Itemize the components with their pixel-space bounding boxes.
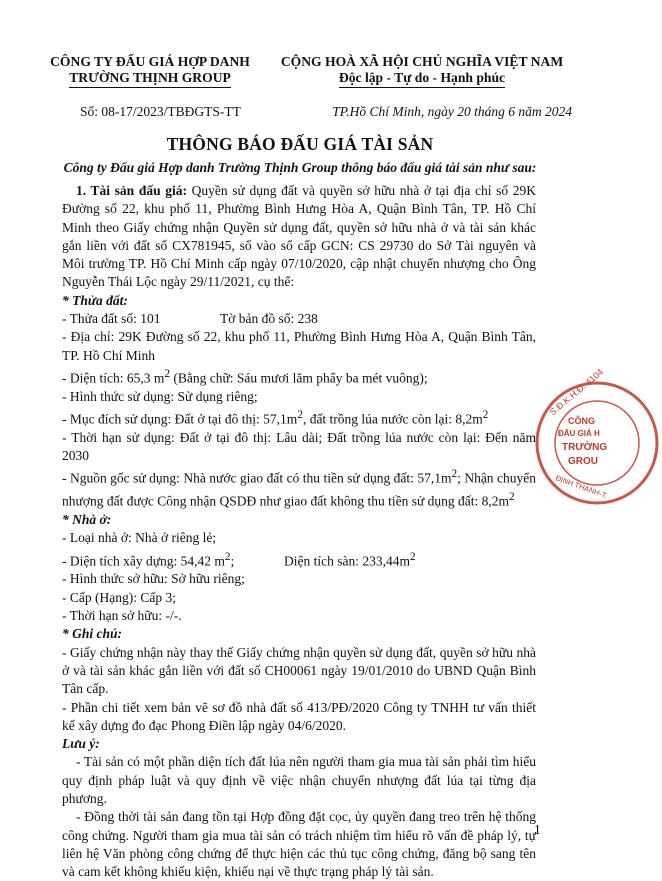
stamp-bottom-text: ĐỊNH THANH-T.: [554, 473, 609, 501]
asset-text: Quyền sử dụng đất và quyền sở hữu nhà ở tại địa chỉ số 29K Đường số 22, khu phố 11, Phường Bình Hưng Hòa A, Quận Bình Tân, TP. Hồ Chí Minh theo Giấy chứng nhận Quyền sử dụng đất, quyền sở hữu nhà ở và tài sản khác gắn liền với đất số CX781945, số vào sổ cấp GCN: CS 29730 do Sở Tài nguyên và Môi trường TP. Hồ Chí Minh cấp ngày 07/10/2020, cập nhật chuyển nhượng cho Ông Nguyễn Thái Lộc ngày 29/11/2021, cụ thể:: [62, 183, 536, 290]
company-seal-stamp: [532, 366, 662, 508]
document-date: TP.Hồ Chí Minh, ngày 20 tháng 6 năm 2024: [332, 104, 572, 119]
asset-label: 1. Tài sản đấu giá:: [76, 183, 187, 198]
house-area-row: [62, 548, 536, 571]
org-name-line2: TRƯỜNG THỊNH GROUP: [69, 70, 231, 88]
organization-header: [50, 54, 250, 88]
land-duration: - Thời hạn sử dụng: Đất ở tại đô thị: Lâu dài; Đất trồng lúa nước còn lại: Đến năm 2030: [62, 429, 536, 464]
stamp-inner-text: TRƯỜNG: [562, 442, 608, 453]
document-title: THÔNG BÁO ĐẤU GIÁ TÀI SẢN: [166, 134, 434, 154]
land-parcel-row: [62, 310, 536, 328]
land-heading: * Thửa đất:: [62, 292, 128, 308]
document-body: [62, 182, 536, 881]
house-ownership: - Hình thức sở hữu: Sở hữu riêng;: [62, 571, 245, 587]
house-heading: * Nhà ở:: [62, 512, 112, 528]
land-usage-form: - Hình thức sử dụng: Sử dụng riêng;: [62, 388, 258, 404]
stamp-ring-text: S.Đ.K.H.Đ: 4104: [547, 366, 606, 418]
note-item: - Giấy chứng nhận này thay thế Giấy chứng nhận quyền sử dụng đất, quyền sở hữu nhà ở và tài sản khác gắn liền với đất số CH00061 ngày 19/01/2010 do UBND Quận Bình Tân cấp.: [62, 644, 536, 697]
caution-item: - Tài sản có một phần diện tích đất lúa nên người tham gia mua tài sản phải tìm hiểu quy định pháp luật và quy định về việc nhận chuyển nhượng đất lúa tại từng địa phương.: [62, 754, 536, 806]
stamp-inner-text: GROU: [568, 456, 598, 467]
asset-paragraph: [62, 182, 536, 292]
land-map-sheet: Tờ bản đồ số: 238: [220, 311, 318, 327]
land-purpose: - Mục đích sử dụng: Đất ở tại đô thị: $57,1m^2$, đất trồng lúa nước còn lại: $8,2m^2$: [62, 409, 489, 427]
house-grade: - Cấp (Hạng): Cấp 3;: [62, 589, 176, 605]
document-number: Số: 08-17/2023/TBĐGTS-TT: [80, 104, 241, 119]
note-item: - Phần chi tiết xem bản vẽ sơ đồ nhà đất số 413/PĐ/2020 Công ty TNHH tư vấn thiết kế xây dựng đo đạc Phong Điền lập ngày 04/6/2020.: [62, 699, 536, 733]
stamp-inner-text: CÔNG: [568, 416, 595, 426]
house-term: - Thời hạn sở hữu: -/-.: [62, 608, 182, 624]
nation-motto: Độc lập - Tự do - Hạnh phúc: [339, 70, 505, 88]
land-parcel: - Thửa đất số: 101: [62, 311, 161, 327]
house-build-area: - Diện tích xây dựng: 54,42 $m^2$;: [62, 550, 235, 569]
org-name-line1: CÔNG TY ĐẤU GIÁ HỢP DANH: [50, 54, 250, 69]
house-floor-area: Diện tích sàn: $233,44m^2$: [284, 550, 416, 569]
stamp-inner-text: ĐẤU GIÁ H: [558, 429, 600, 438]
caution-heading: Lưu ý:: [62, 736, 100, 752]
land-area: - Diện tích: 65,3 $m^2$ (Bằng chữ: Sáu mươi lăm phẩy ba mét vuông);: [62, 367, 428, 386]
national-header: [272, 54, 572, 88]
house-type: - Loại nhà ở: Nhà ở riêng lẻ;: [62, 530, 217, 546]
land-origin: - Nguồn gốc sử dụng: Nhà nước giao đất có thu tiền sử dụng đất: $57,1m^2$; Nhận chuyển nhượng đất được Công nhận QSDĐ như giao đất không thu tiền sử dụng đất: $8,2m^2$: [62, 468, 536, 509]
document-intro: Công ty Đấu giá Hợp danh Trường Thịnh Group thông báo đấu giá tài sản như sau:: [63, 160, 537, 175]
land-address: - Địa chỉ: 29K Đường số 22, khu phố 11, Phường Bình Hưng Hòa A, Quận Bình Tân, TP. Hồ Chí Minh: [62, 329, 536, 363]
caution-item: - Đồng thời tài sản đang tồn tại Hợp đồng đặt cọc, ủy quyền đang treo trên hệ thống công chứng. Người tham gia mua tài sản có trách nhiệm tìm hiểu rõ vấn đề pháp lý, tự liên hệ Văn phòng công chứng để thực hiện các thủ tục công chứng, đăng bộ sang tên và cam kết không khiếu kiện, khiếu nại về thực trạng pháp lý tài sản.: [62, 809, 536, 880]
notes-heading: * Ghi chú:: [62, 626, 123, 642]
page-number: 1: [534, 822, 541, 837]
nation-title: CỘNG HOÀ XÃ HỘI CHỦ NGHĨA VIỆT NAM: [280, 54, 564, 69]
